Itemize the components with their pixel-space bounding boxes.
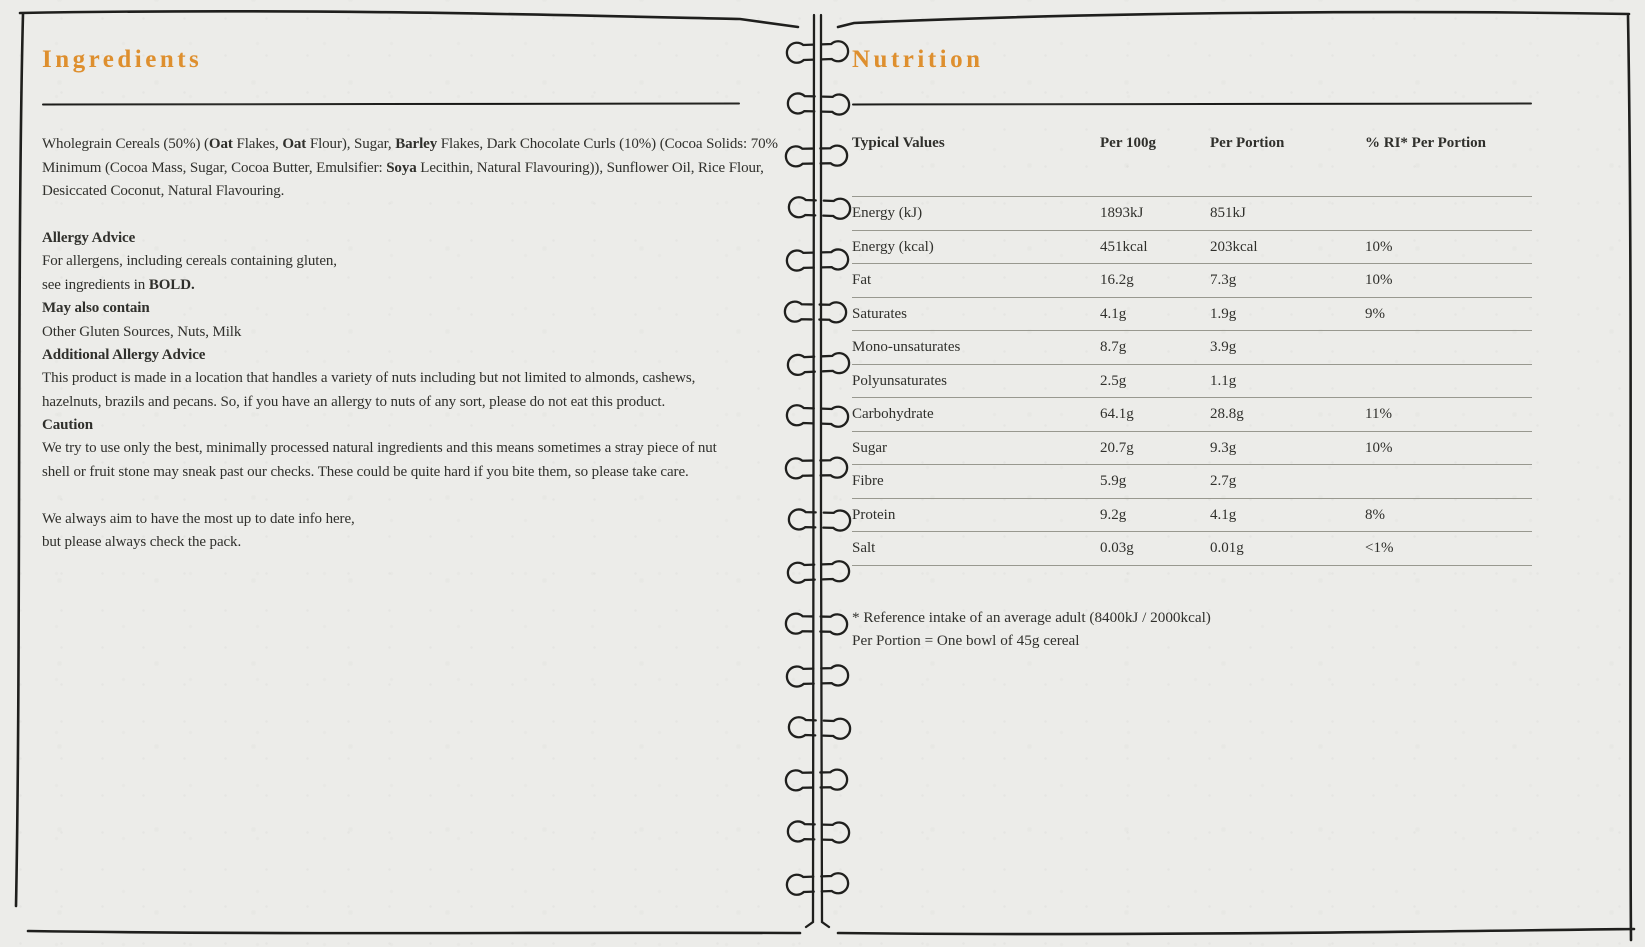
ingredients-line: Additional Allergy Advice: [42, 346, 206, 363]
nutrient-name: Sugar: [852, 439, 887, 456]
nutrient-name: Fat: [852, 272, 872, 289]
ingredients-title: Ingredients: [42, 46, 203, 73]
per-portion-value: 28.8g: [1210, 406, 1244, 423]
ingredients-line: We try to use only the best, minimally processed natural ingredients and this means sometimes a stray piece of nut: [42, 440, 717, 457]
nutrition-table-header: [852, 131, 1532, 197]
header-per-100g: Per 100g: [1100, 135, 1156, 152]
ri-value: 10%: [1365, 238, 1393, 255]
ingredients-section: [42, 45, 778, 554]
ingredients-line: Allergy Advice: [42, 229, 136, 246]
nutrient-name: Saturates: [852, 305, 907, 322]
per-100g-value: 9.2g: [1100, 506, 1127, 523]
nutrition-table: [852, 131, 1532, 566]
per-portion-value: 1.9g: [1210, 305, 1237, 322]
header-ri-per-portion: % RI* Per Portion: [1365, 135, 1486, 152]
per-portion-value: 203kcal: [1210, 238, 1258, 255]
header-typical-values: Typical Values: [852, 135, 945, 152]
per-100g-value: 0.03g: [1100, 540, 1134, 557]
per-100g-value: 4.1g: [1100, 305, 1127, 322]
per-100g-value: 2.5g: [1100, 372, 1127, 389]
ri-value: <1%: [1365, 540, 1394, 557]
nutrient-name: Energy (kJ): [852, 205, 923, 222]
ingredients-line: Wholegrain Cereals (50%) (Oat Flakes, Oat Flour), Sugar, Barley Flakes, Dark Chocolate Curls (10%) (Cocoa Solids: 70%: [42, 136, 778, 153]
per-portion-value: 1.1g: [1210, 372, 1237, 389]
nutrient-name: Salt: [852, 540, 876, 557]
ingredients-line: For allergens, including cereals containing gluten,: [42, 253, 337, 270]
ingredients-line: Caution: [42, 417, 93, 434]
ri-value: 8%: [1365, 506, 1385, 523]
ingredients-text: [42, 133, 778, 554]
per-portion-value: 3.9g: [1210, 339, 1237, 356]
per-100g-value: 20.7g: [1100, 439, 1134, 456]
ri-value: 9%: [1365, 305, 1385, 322]
per-100g-value: 8.7g: [1100, 339, 1127, 356]
nutrient-name: Mono-unsaturates: [852, 339, 961, 356]
ri-value: 11%: [1365, 406, 1392, 423]
ri-value: 10%: [1365, 272, 1393, 289]
table-row: [852, 197, 1532, 231]
ingredients-line: May also contain: [42, 300, 150, 317]
table-row: [852, 231, 1532, 265]
ingredients-line: [42, 204, 740, 227]
table-row: [852, 432, 1532, 466]
per-100g-value: 1893kJ: [1100, 205, 1144, 222]
nutrient-name: Protein: [852, 506, 896, 523]
ri-value: 10%: [1365, 439, 1393, 456]
ingredients-line: see ingredients in BOLD.: [42, 276, 195, 293]
table-row: [852, 499, 1532, 533]
table-row: [852, 398, 1532, 432]
table-row: [852, 465, 1532, 499]
per-portion-value: 9.3g: [1210, 439, 1237, 456]
ingredients-line: shell or fruit stone may sneak past our checks. These could be quite hard if you bite them, so please take care.: [42, 463, 689, 480]
nutrition-section: [852, 45, 1532, 653]
nutrition-table-body: [852, 197, 1532, 566]
ingredients-line: Other Gluten Sources, Nuts, Milk: [42, 323, 242, 340]
per-portion-value: 0.01g: [1210, 540, 1244, 557]
table-row: [852, 298, 1532, 332]
binding-stitch-icon: [785, 15, 851, 927]
per-portion-value: 2.7g: [1210, 473, 1237, 490]
ingredients-line: Minimum (Cocoa Mass, Sugar, Cocoa Butter, Emulsifier: Soya Lecithin, Natural Flavouring)), Sunflower Oil, Rice Flour,: [42, 159, 764, 176]
nutrient-name: Fibre: [852, 473, 884, 490]
nutrition-title: Nutrition: [852, 46, 984, 73]
ingredients-line: [42, 484, 740, 507]
nutrient-name: Polyunsaturates: [852, 372, 947, 389]
per-100g-value: 5.9g: [1100, 473, 1127, 490]
per-portion-value: 7.3g: [1210, 272, 1237, 289]
table-row: [852, 532, 1532, 566]
reference-intake-note: * Reference intake of an average adult (8400kJ / 2000kcal): [852, 608, 1211, 626]
table-row: [852, 365, 1532, 399]
ingredients-line: but please always check the pack.: [42, 534, 242, 551]
ingredients-divider: [42, 103, 740, 106]
nutrient-name: Energy (kcal): [852, 238, 934, 255]
per-portion-value: 851kJ: [1210, 205, 1246, 222]
per-portion-value: 4.1g: [1210, 506, 1237, 523]
ingredients-line: Desiccated Coconut, Natural Flavouring.: [42, 183, 285, 200]
ingredients-line: This product is made in a location that handles a variety of nuts including but not limited to almonds, cashews,: [42, 370, 696, 387]
table-row: [852, 331, 1532, 365]
per-100g-value: 16.2g: [1100, 272, 1134, 289]
nutrition-footnotes: [852, 606, 1532, 653]
header-per-portion: Per Portion: [1210, 135, 1285, 152]
nutrition-divider: [852, 103, 1532, 106]
nutrient-name: Carbohydrate: [852, 406, 934, 423]
portion-definition-note: Per Portion = One bowl of 45g cereal: [852, 632, 1080, 650]
per-100g-value: 64.1g: [1100, 406, 1134, 423]
per-100g-value: 451kcal: [1100, 238, 1148, 255]
ingredients-line: We always aim to have the most up to date info here,: [42, 510, 355, 527]
ingredients-line: hazelnuts, brazils and pecans. So, if you have an allergy to nuts of any sort, please do not eat this product.: [42, 393, 666, 410]
table-row: [852, 264, 1532, 298]
